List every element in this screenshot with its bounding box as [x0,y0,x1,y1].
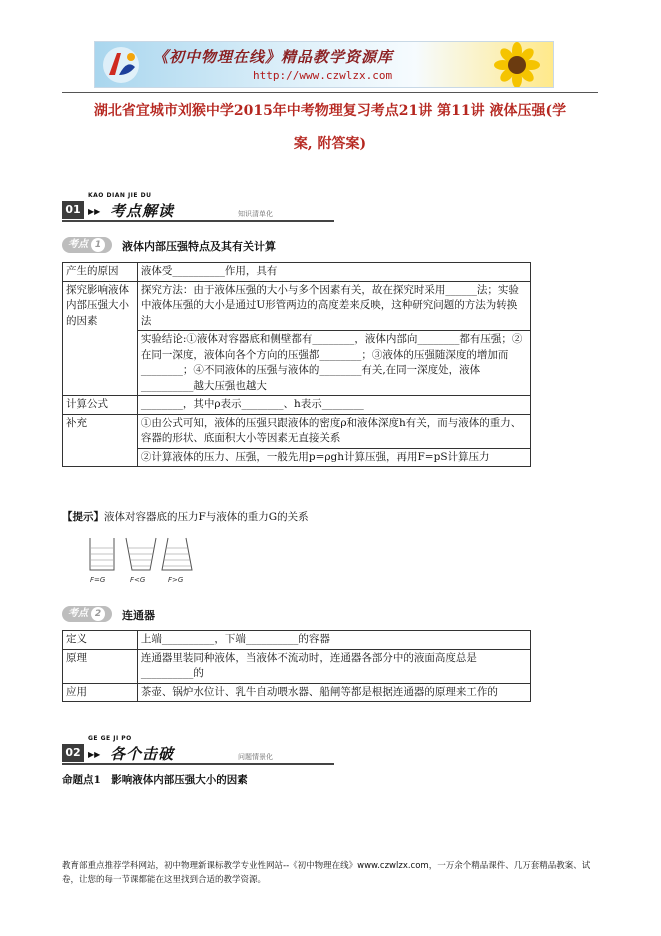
table-cell: 连通器里装同种液体，当液体不流动时，连通器各部分中的液面高度总是__________的 [137,649,530,683]
table-row [63,649,531,683]
tip-text: 液体对容器底的压力F与液体的重力G的关系 [104,511,309,523]
table-row [63,281,531,331]
table-row [63,263,531,282]
table-cell: ________，其中ρ表示________、h表示________ [137,396,530,415]
kaodian-badge: 考点 1 [62,237,112,253]
table-cell: 计算公式 [63,396,138,415]
kaodian-label: 连通器 [122,609,155,622]
page-title-line1: 湖北省宜城市刘猴中学2015年中考物理复习考点21讲 第11讲 液体压强(学 [93,103,567,119]
section-name: 各个击破 [110,745,175,763]
kaodian-label: 液体内部压强特点及其有关计算 [122,240,276,253]
section-header-1 [62,192,334,225]
table-row [63,631,531,650]
page-title-line2: 案, 附答案) [293,136,367,152]
section-pinyin: KAO DIAN JIE DU [88,192,152,199]
table-cell: ②计算液体的压力、压强，一般先用p=ρgh计算压强，再用F=pS计算压力 [137,448,530,467]
page-footer: 教育部重点推荐学科网站，初中物理新课标教学专业性网站--《初中物理在线》www.czwlzx.com，一万余个精品课件、几万套精品教案、试卷，让您的每一节课都能在这里找到合适的教学资源。 [62,861,591,885]
connector-table [62,630,531,702]
table-cell: 液体受__________作用，具有 [137,263,530,282]
section-header-2 [62,735,334,768]
logo-icon [101,45,141,85]
tip-label: 【提示】 [62,511,104,523]
section-number: 02 [62,744,84,762]
header-banner [94,41,554,88]
section-underline [62,763,334,765]
section-name: 考点解读 [110,202,175,220]
table-cell: 上端__________，下端__________的容器 [137,631,530,650]
banner-brand: 《初中物理在线》精品教学资源库 [153,48,394,66]
table-row [63,414,531,448]
proposition-heading: 命题点1 影响液体内部压强大小的因素 [62,774,248,786]
section-subtitle: 知识清单化 [238,210,273,218]
table-cell: 探究方法：由于液体压强的大小与多个因素有关，故在探究时采用______法；实验中液体压强的大小是通过U形管两边的高度差来反映，这种研究问题的方法为转换法 [137,281,530,331]
header-divider [62,92,598,93]
table-cell: 实验结论:①液体对容器底和侧壁都有________，液体内部向________都有压强；②在同一深度，液体向各个方向的压强都________；③液体的压强随深度的增加而________；④不同液体的压强与液体的________有关,在同一深度处，液体__________越大压强也越大 [137,331,530,396]
table-cell: 原理 [63,649,138,683]
section-underline [62,220,334,222]
table-cell: 探究影响液体内部压强大小的因素 [63,281,138,396]
table-cell: 应用 [63,683,138,702]
table-cell: 补充 [63,414,138,467]
beaker-caption-2: F<G [130,576,146,584]
arrow-icon: ▶▶ [88,750,101,759]
arrow-icon: ▶▶ [88,207,101,216]
banner-url[interactable]: http://www.czwlzx.com [253,69,393,82]
table-cell: 产生的原因 [63,263,138,282]
beaker-caption-1: F=G [90,576,106,584]
table-cell: 茶壶、锅炉水位计、乳牛自动喂水器、船闸等都是根据连通器的原理来工作的 [137,683,530,702]
section-number: 01 [62,201,84,219]
table-row [63,683,531,702]
table-row [63,396,531,415]
kaodian-badge: 考点 2 [62,606,112,622]
table-cell: ①由公式可知，液体的压强只跟液体的密度ρ和液体深度h有关，而与液体的重力、容器的形状、底面积大小等因素无直接关系 [137,414,530,448]
section-pinyin: GE GE JI PO [88,735,132,742]
beaker-diagram [86,534,206,586]
tip-note [62,509,309,524]
section-subtitle: 问题情景化 [238,753,273,761]
liquid-pressure-table [62,262,531,467]
beaker-caption-3: F>G [168,576,184,584]
table-cell: 定义 [63,631,138,650]
sunflower-image [487,42,547,88]
